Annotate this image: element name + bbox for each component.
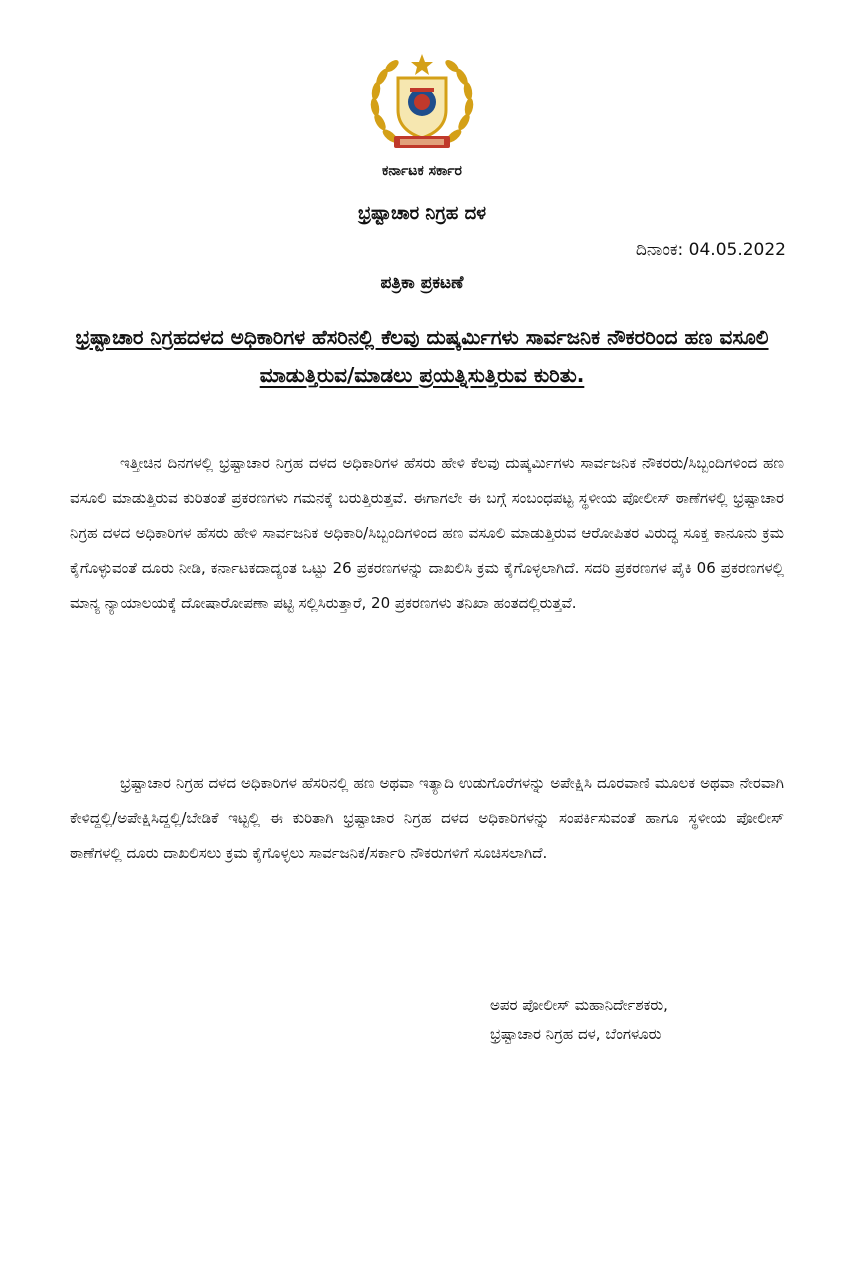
government-name: ಕರ್ನಾಟಕ ಸರ್ಕಾರ [382, 163, 462, 179]
body-paragraph-2: ಭ್ರಷ್ಟಾಚಾರ ನಿಗ್ರಹ ದಳದ ಅಧಿಕಾರಿಗಳ ಹೆಸರಿನಲ್ಲಿ ಹಣ ಅಥವಾ ಇತ್ಯಾದಿ ಉಡುಗೊರೆಗಳನ್ನು ಅಪೇಕ್ಷಿಸಿ ದೂರವಾಣಿ ಮೂಲಕ ಅಥವಾ ನೇರವಾಗಿ ಕೇಳಿದ್ದಲ್ಲಿ/ಅಪೇಕ್ಷಿಸಿದ್ದಲ್ಲಿ/ಬೇಡಿಕೆ ಇಟ್ಟಲ್ಲಿ ಈ ಕುರಿತಾಗಿ ಭ್ರಷ್ಟಾಚಾರ ನಿಗ್ರಹ ದಳದ ಅಧಿಕಾರಿಗಳನ್ನು ಸಂಪರ್ಕಿಸುವಂತೆ ಹಾಗೂ ಸ್ಥಳೀಯ ಪೋಲೀಸ್ ಠಾಣೆಗಳಲ್ಲಿ ದೂರು ದಾಖಲಿಸಲು ಕ್ರಮ ಕೈಗೊಳ್ಳಲು ಸಾರ್ವಜನಿಕ/ಸರ್ಕಾರಿ ನೌಕರುಗಳಿಗೆ ಸೂಚಿಸಲಾಗಿದೆ. [70, 774, 784, 862]
body-paragraph-1: ಇತ್ತೀಚಿನ ದಿನಗಳಲ್ಲಿ ಭ್ರಷ್ಟಾಚಾರ ನಿಗ್ರಹ ದಳದ ಅಧಿಕಾರಿಗಳ ಹೆಸರು ಹೇಳಿ ಕೆಲವು ದುಷ್ಕರ್ಮಿಗಳು ಸಾರ್ವಜನಿಕ ನೌಕರರು/ಸಿಬ್ಬಂದಿಗಳಿಂದ ಹಣ ವಸೂಲಿ ಮಾಡುತ್ತಿರುವ ಕುರಿತಂತೆ ಪ್ರಕರಣಗಳು ಗಮನಕ್ಕೆ ಬರುತ್ತಿರುತ್ತವೆ. ಈಗಾಗಲೇ ಈ ಬಗ್ಗೆ ಸಂಬಂಧಪಟ್ಟ ಸ್ಥಳೀಯ ಪೋಲೀಸ್ ಠಾಣೆಗಳಲ್ಲಿ ಭ್ರಷ್ಟಾಚಾರ ನಿಗ್ರಹ ದಳದ ಅಧಿಕಾರಿಗಳ ಹೆಸರು ಹೇಳಿ ಸಾರ್ವಜನಿಕ ಅಧಿಕಾರಿ/ಸಿಬ್ಬಂದಿಗಳಿಂದ ಹಣ ವಸೂಲಿ ಮಾಡುತ್ತಿರುವ ಆರೋಪಿತರ ವಿರುದ್ಧ ಸೂಕ್ತ ಕಾನೂನು ಕ್ರಮ ಕೈಗೊಳ್ಳುವಂತೆ ದೂರು ನೀಡಿ, ಕರ್ನಾಟಕದಾದ್ಯಂತ ಒಟ್ಟು 26 ಪ್ರಕರಣಗಳನ್ನು ದಾಖಲಿಸಿ ಕ್ರಮ ಕೈಗೊಳ್ಳಲಾಗಿದೆ. ಸದರಿ ಪ್ರಕರಣಗಳ ಪೈಕಿ 06 ಪ್ರಕರಣಗಳಲ್ಲಿ ಮಾನ್ಯ ನ್ಯಾಯಾಲಯಕ್ಕೆ ದೋಷಾರೋಪಣಾ ಪಟ್ಟಿ ಸಲ್ಲಿಸಿರುತ್ತಾರೆ, 20 ಪ್ರಕರಣಗಳು ತನಿಖಾ ಹಂತದಲ್ಲಿರುತ್ತವೆ. [70, 454, 784, 612]
date-line: ದಿನಾಂಕ: 04.05.2022 [635, 240, 786, 260]
signatory-office: ಭ್ರಷ್ಟಾಚಾರ ನಿಗ್ರಹ ದಳ, ಬೆಂಗಳೂರು [490, 1025, 662, 1043]
signatory-designation: ಅಪರ ಪೋಲೀಸ್ ಮಹಾನಿರ್ದೇಶಕರು, [490, 996, 668, 1014]
subject-heading: ಭ್ರಷ್ಟಾಚಾರ ನಿಗ್ರಹದಳದ ಅಧಿಕಾರಿಗಳ ಹೆಸರಿನಲ್ಲಿ ಕೆಲವು ದುಷ್ಕರ್ಮಿಗಳು ಸಾರ್ವಜನಿಕ ನೌಕರರಿಂದ ಹಣ ವಸೂಲಿ ಮಾಡುತ್ತಿರುವ/ಮಾಡಲು ಪ್ರಯತ್ನಿಸುತ್ತಿರುವ ಕುರಿತು. [75, 325, 769, 387]
department-title: ಭ್ರಷ್ಟಾಚಾರ ನಿಗ್ರಹ ದಳ [357, 203, 487, 224]
press-release-heading: ಪತ್ರಿಕಾ ಪ್ರಕಟಣೆ [380, 273, 464, 293]
karnataka-emblem-logo [366, 52, 478, 156]
